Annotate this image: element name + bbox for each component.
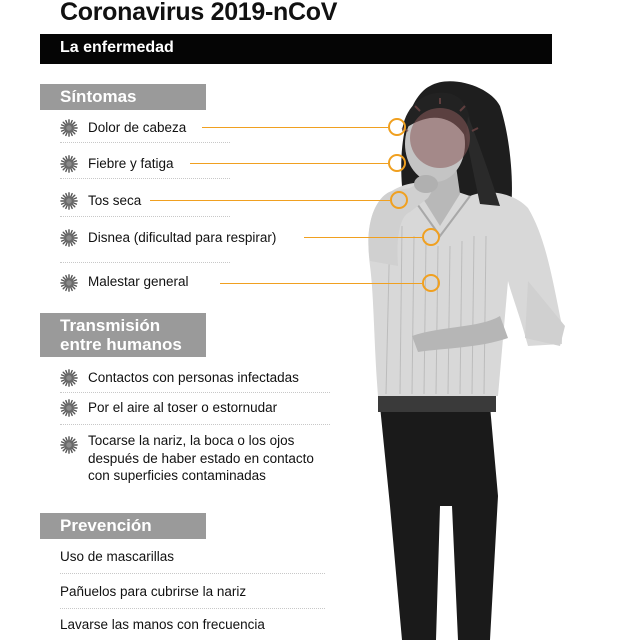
- transmission-touch-line-2: después de haber estado en contacto: [88, 451, 314, 466]
- coronavirus-icon: [60, 369, 78, 387]
- divider: [60, 262, 230, 263]
- symptom-dyspnea: Disnea (dificultad para respirar): [88, 230, 277, 245]
- leader-line: [150, 200, 390, 201]
- divider: [60, 608, 325, 609]
- divider: [60, 142, 230, 143]
- coronavirus-icon: [60, 274, 78, 292]
- symptom-headache: Dolor de cabeza: [88, 120, 187, 135]
- transmission-air: Por el aire al toser o estornudar: [88, 400, 278, 415]
- woman-figure-illustration: [340, 76, 590, 640]
- pointer-ring: [388, 118, 406, 136]
- section-heading-prevencion: Prevención: [40, 513, 206, 539]
- symptom-dry-cough: Tos seca: [88, 193, 142, 208]
- leader-line: [220, 283, 422, 284]
- coronavirus-icon: [60, 229, 78, 247]
- divider: [60, 178, 230, 179]
- coronavirus-icon: [60, 155, 78, 173]
- section-heading-transmision: Transmisión entre humanos: [40, 313, 206, 357]
- coronavirus-icon: [60, 192, 78, 210]
- divider: [60, 392, 330, 393]
- coronavirus-icon: [60, 436, 78, 454]
- prevention-masks: Uso de mascarillas: [60, 549, 175, 564]
- subtitle: La enfermedad: [60, 39, 174, 56]
- divider: [60, 573, 325, 574]
- prevention-tissues: Pañuelos para cubrirse la nariz: [60, 584, 247, 599]
- leader-line: [202, 127, 388, 128]
- symptom-fever: Fiebre y fatiga: [88, 156, 174, 171]
- transmission-touch-line-3: con superficies contaminadas: [88, 468, 266, 483]
- leader-line: [304, 237, 422, 238]
- leader-line: [190, 163, 388, 164]
- pointer-ring: [388, 154, 406, 172]
- coronavirus-icon: [60, 119, 78, 137]
- symptom-malaise: Malestar general: [88, 274, 189, 289]
- transmission-contacts: Contactos con personas infectadas: [88, 370, 299, 385]
- page-title: Coronavirus 2019-nCoV: [60, 0, 338, 26]
- divider: [60, 216, 230, 217]
- transmission-touch-line-1: Tocarse la nariz, la boca o los ojos: [88, 433, 295, 448]
- section-heading-sintomas: Síntomas: [40, 84, 206, 110]
- pointer-ring: [422, 228, 440, 246]
- subtitle-bar: [40, 34, 552, 64]
- coronavirus-icon: [60, 399, 78, 417]
- divider: [60, 424, 330, 425]
- pointer-ring: [390, 191, 408, 209]
- pointer-ring: [422, 274, 440, 292]
- prevention-handwashing: Lavarse las manos con frecuencia: [60, 617, 265, 632]
